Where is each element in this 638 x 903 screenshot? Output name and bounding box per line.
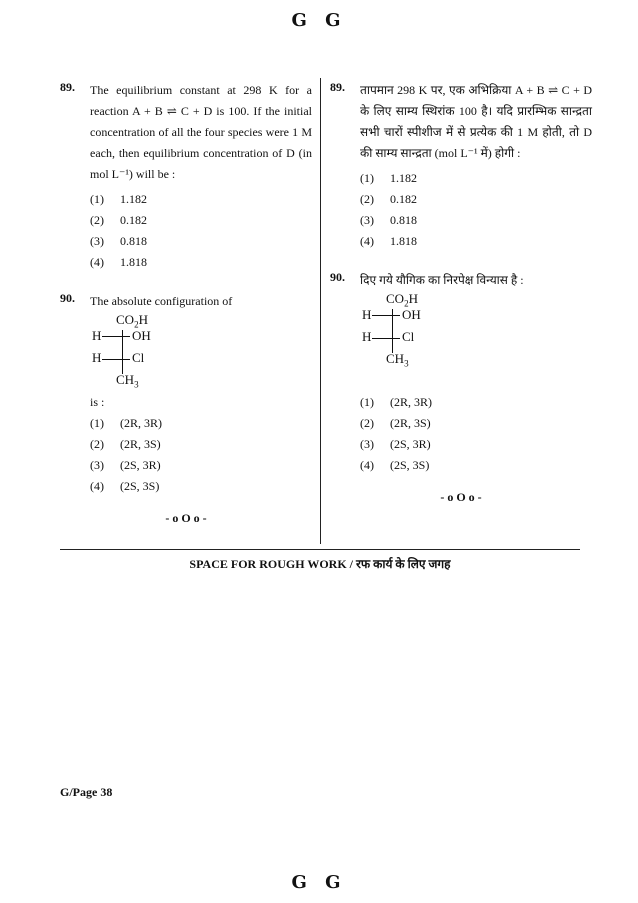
header-mark: G G: [291, 10, 347, 31]
option-2: (2) (2R, 3S): [360, 416, 431, 430]
fischer-left-group: H: [362, 307, 372, 322]
question-text: दिए गये यौगिक का निरपेक्ष विन्यास है :: [360, 273, 524, 287]
fischer-left-group: H: [92, 328, 102, 343]
question-number: 89.: [330, 80, 345, 94]
fischer-bottom-group: $CH_3$: [386, 351, 409, 369]
rough-work-label: SPACE FOR ROUGH WORK / रफ कार्य के लिए जगह: [189, 557, 451, 571]
fischer-horizontal-bond: [102, 359, 130, 360]
question-90-en: [60, 291, 312, 497]
column-divider: [320, 78, 321, 544]
fischer-horizontal-bond: [102, 336, 130, 337]
option-3: (3) 0.818: [360, 213, 417, 227]
option-1: (1) 1.182: [360, 171, 417, 185]
end-mark: - o O o -: [440, 490, 482, 504]
option-2: (2) 0.182: [90, 213, 147, 227]
fischer-horizontal-bond: [372, 315, 400, 316]
question-90-hi: [330, 270, 592, 476]
fischer-right-group: Cl: [132, 350, 145, 365]
question-number: 90.: [330, 270, 345, 284]
option-1: (1) 1.182: [90, 192, 147, 206]
section-divider: [60, 549, 580, 550]
option-3: (3) (2S, 3R): [360, 437, 431, 451]
fischer-right-group: Cl: [402, 329, 415, 344]
fischer-right-group: OH: [132, 328, 151, 343]
question-text: The equilibrium constant at 298 K for a reaction A + B ⇌ C + D is 100. If the initial concentration of all the four species were 1 M each, then equilibrium concentration of D (in mol L⁻¹) will be :: [90, 83, 312, 181]
end-mark: - o O o -: [165, 511, 207, 525]
fischer-top-group: $CO_2H$: [116, 312, 148, 330]
option-2: (2) (2R, 3S): [90, 437, 161, 451]
option-3: (3) (2S, 3R): [90, 458, 161, 472]
option-3: (3) 0.818: [90, 234, 147, 248]
fischer-right-group: OH: [402, 307, 421, 322]
fischer-left-group: H: [92, 350, 102, 365]
fischer-projection: [362, 291, 452, 371]
hindi-column: [330, 80, 592, 505]
option-4: (4) 1.818: [90, 255, 147, 269]
option-4: (4) 1.818: [360, 234, 417, 248]
option-4: (4) (2S, 3S): [90, 479, 160, 493]
option-1: (1) (2R, 3R): [360, 395, 432, 409]
fischer-left-group: H: [362, 329, 372, 344]
option-2: (2) 0.182: [360, 192, 417, 206]
question-number: 89.: [60, 80, 75, 94]
question-text: तापमान 298 K पर, एक अभिक्रिया A + B ⇌ C + D के लिए साम्य स्थिरांक 100 है। यदि प्रारम्भिक सान्द्रता सभी चारों स्पीशीज में से प्रत्येक की 1 M होती, तो D की साम्य सान्द्रता (mol L⁻¹ में) होगी :: [360, 83, 592, 160]
fischer-bottom-group: $CH_3$: [116, 372, 139, 390]
fischer-horizontal-bond: [372, 338, 400, 339]
page-number: G/Page 38: [60, 785, 113, 799]
question-89-en: [60, 80, 312, 273]
question-text: The absolute configuration of: [90, 294, 233, 308]
fischer-top-group: $CO_2H$: [386, 291, 418, 309]
question-number: 90.: [60, 291, 75, 305]
question-text-after: is :: [90, 395, 105, 409]
question-89-hi: [330, 80, 592, 252]
option-4: (4) (2S, 3S): [360, 458, 430, 472]
english-column: [60, 80, 312, 526]
footer-mark: G G: [291, 872, 347, 893]
fischer-projection: [92, 312, 182, 392]
option-1: (1) (2R, 3R): [90, 416, 162, 430]
